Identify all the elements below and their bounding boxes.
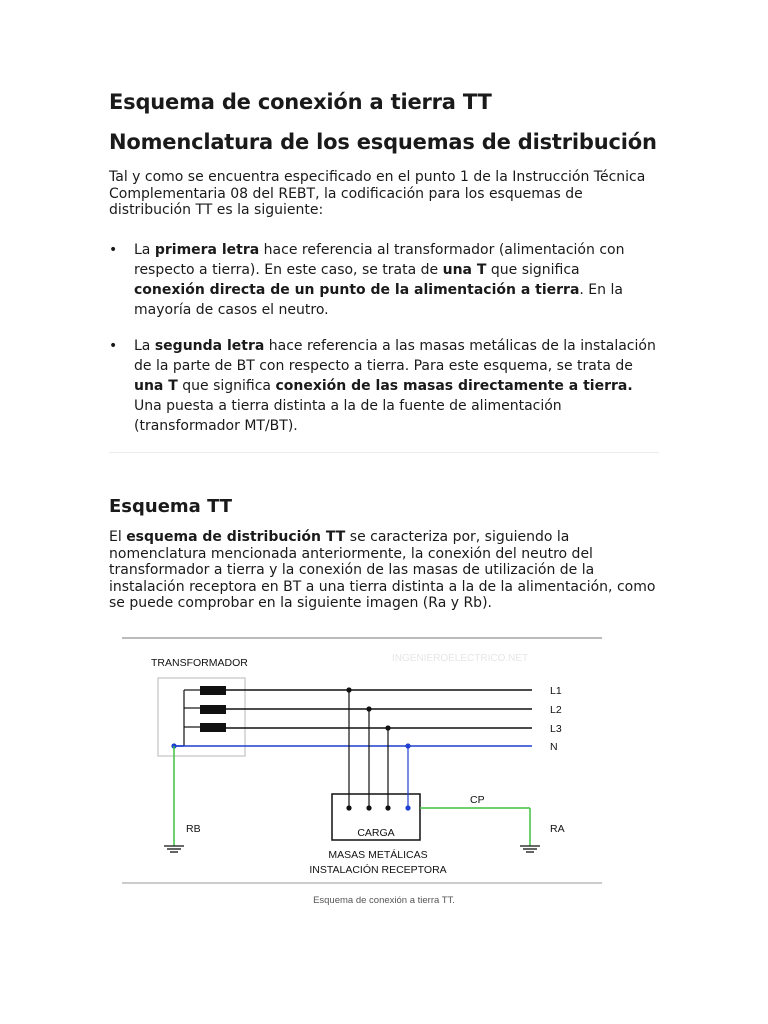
- label-l2: L2: [550, 704, 562, 716]
- masses-label-2: INSTALACIÓN RECEPTORA: [309, 864, 447, 876]
- earth-icon: [520, 846, 540, 852]
- winding-icon: [200, 705, 226, 714]
- bullet2-bold-f: conexión de las masas directamente a tierra.: [275, 378, 633, 394]
- tt-diagram: [122, 628, 602, 888]
- junction-node: [405, 743, 410, 748]
- winding-icon: [200, 686, 226, 695]
- winding-icon: [200, 723, 226, 732]
- junction-node: [385, 725, 390, 730]
- intro-paragraph: Tal y como se encuentra especificado en el punto 1 de la Instrucción Técnica Complementaria 08 del REBT, la codificación para los esquemas de distribución TT es la siguiente:: [109, 169, 646, 218]
- list-item: [109, 336, 659, 436]
- label-l3: L3: [550, 723, 562, 735]
- list-item: [109, 240, 659, 320]
- bullet1-bold-b: primera letra: [154, 242, 260, 258]
- masses-label-1: MASAS METÁLICAS: [328, 849, 428, 861]
- bullet2-bold-d: una T: [134, 378, 178, 394]
- section-text-c: se caracteriza por, siguiendo la nomenclatura mencionada anteriormente, la conexión del neutro del transformador a tierra y la conexión de las masas de utilización de la instalación receptora en BT a una tierra distinta a la de la alimentación, como se puede comprobar en la siguiente imagen (Ra y Rb).: [109, 529, 656, 611]
- section-bold-b: esquema de distribución TT: [126, 529, 346, 545]
- junction-node: [366, 706, 371, 711]
- section-paragraph: [109, 529, 659, 612]
- section-title: Esquema TT: [109, 496, 233, 517]
- bullet2-text-g: Una puesta a tierra distinta a la de la fuente de alimentación (transformador MT/BT).: [134, 398, 562, 434]
- terminal-node: [346, 805, 351, 810]
- terminal-node: [385, 805, 390, 810]
- bullet1-text-c: hace referencia al transformador (alimentación con respecto a tierra). En este caso, se trata de: [134, 242, 625, 278]
- load-label: CARGA: [357, 827, 395, 839]
- label-n: N: [550, 741, 558, 753]
- transformer-label: TRANSFORMADOR: [151, 657, 248, 669]
- bullet2-text-c: hace referencia a las masas metálicas de la instalación de la parte de BT con respecto a tierra. Para este esquema, se trata de: [134, 338, 656, 374]
- bullet2-text-a: La: [134, 338, 155, 354]
- section-text-a: El: [109, 529, 127, 545]
- subtitle: Nomenclatura de los esquemas de distribución: [109, 130, 657, 154]
- terminal-node: [366, 805, 371, 810]
- junction-node: [346, 687, 351, 692]
- bullet1-text-e: que significa: [486, 262, 580, 278]
- bullet1-text-a: La: [134, 242, 155, 258]
- bullet-list: [109, 240, 659, 436]
- bullet1-text-g: . En la mayoría de casos el neutro.: [134, 282, 623, 318]
- label-ra: RA: [550, 823, 565, 835]
- figure-caption: Esquema de conexión a tierra TT.: [313, 895, 455, 906]
- bullet1-bold-d: una T: [442, 262, 487, 278]
- terminal-node: [405, 805, 410, 810]
- label-rb: RB: [186, 823, 201, 835]
- label-l1: L1: [550, 685, 562, 697]
- bullet2-bold-b: segunda letra: [154, 338, 265, 354]
- label-cp: CP: [470, 794, 485, 806]
- page-title: Esquema de conexión a tierra TT: [109, 90, 492, 114]
- bullet1-bold-f: conexión directa de un punto de la alimentación a tierra: [134, 282, 580, 298]
- earth-icon: [164, 846, 184, 852]
- watermark: INGENIEROELECTRICO.NET: [392, 653, 529, 664]
- divider: [109, 452, 659, 453]
- bullet2-text-e: que significa: [177, 378, 276, 394]
